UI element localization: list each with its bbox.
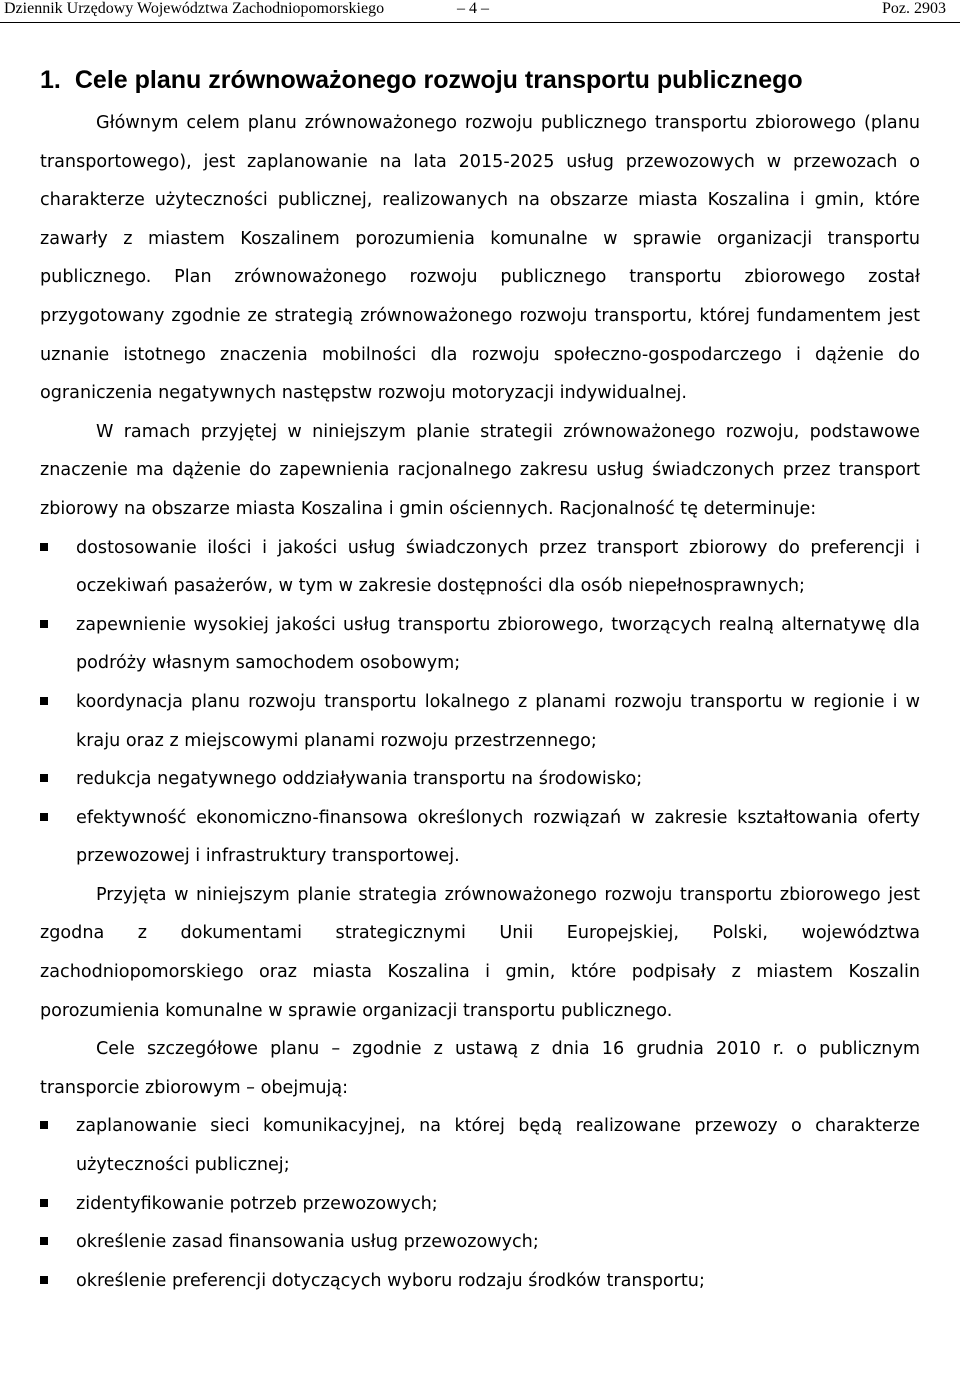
list-item: określenie preferencji dotyczących wyboru rodzaju środków transportu; <box>40 1262 920 1301</box>
square-bullet-icon <box>40 813 48 821</box>
section-number: 1. <box>40 66 61 94</box>
square-bullet-icon <box>40 774 48 782</box>
square-bullet-icon <box>40 1199 48 1207</box>
page-header <box>0 0 960 23</box>
page-number: – 4 – <box>457 0 489 17</box>
paragraph-strategy: W ramach przyjętej w niniejszym planie strategii zrównoważonego rozwoju, podstawowe znaczenie ma dążenie do zapewnienia racjonalnego zakresu usług świadczonych przez transport zbiorowy na obszarze miasta Koszalina i gmin ościennych. Racjonalność tę determinuje: <box>40 421 920 519</box>
paragraph-detailed-goals: Cele szczegółowe planu – zgodnie z ustawą z dnia 16 grudnia 2010 r. o publicznym transporcie zbiorowym – obejmują: <box>40 1039 920 1098</box>
list-item: zapewnienie wysokiej jakości usług transportu zbiorowego, tworzących realną alternatywę dla podróży własnym samochodem osobowym; <box>40 606 920 683</box>
list-item: redukcja negatywnego oddziaływania transportu na środowisko; <box>40 760 920 799</box>
square-bullet-icon <box>40 620 48 628</box>
journal-title: Dziennik Urzędowy Województwa Zachodniopomorskiego <box>4 0 385 17</box>
paragraph-compliance: Przyjęta w niniejszym planie strategia zrównoważonego rozwoju transportu zbiorowego jest zgodna z dokumentami strategicznymi Unii Europejskiej, Polski, województwa zachodniopomorskiego oraz miasta Koszalina i gmin, które podpisały z miastem Koszalin porozumienia komunalne w sprawie organizacji transportu publicznego. <box>40 884 920 1021</box>
position-number: Poz. 2903 <box>882 0 946 17</box>
square-bullet-icon <box>40 543 48 551</box>
paragraph-main-goal: Głównym celem planu zrównoważonego rozwoju publicznego transportu zbiorowego (planu transportowego), jest zaplanowanie na lata 2015-2025 usług przewozowych w przewozach o charakterze użyteczności publicznej, realizowanych na obszarze miasta Koszalina i gmin, które zawarły z miastem Koszalinem porozumienia komunalne w sprawie organizacji transportu publicznego. Plan zrównoważonego rozwoju publicznego transportu zbiorowego został przygotowany zgodnie ze strategią zrównoważonego rozwoju transportu, której fundamentem jest uznanie istotnego znaczenia mobilności dla rozwoju społeczno-gospodarczego i dążenie do ograniczenia negatywnych następstw rozwoju motoryzacji indywidualnej. <box>40 113 920 404</box>
square-bullet-icon <box>40 697 48 705</box>
detailed-goals-list <box>40 1107 920 1300</box>
list-item: efektywność ekonomiczno-finansowa określonych rozwiązań w zakresie kształtowania oferty przewozowej i infrastruktury transportowej. <box>40 799 920 876</box>
square-bullet-icon <box>40 1237 48 1245</box>
square-bullet-icon <box>40 1121 48 1129</box>
list-item: określenie zasad finansowania usług przewozowych; <box>40 1223 920 1262</box>
list-item: koordynacja planu rozwoju transportu lokalnego z planami rozwoju transportu w regionie i w kraju oraz z miejscowymi planami rozwoju przestrzennego; <box>40 683 920 760</box>
determinants-list <box>40 529 920 876</box>
list-item: zaplanowanie sieci komunikacyjnej, na której będą realizowane przewozy o charakterze użyteczności publicznej; <box>40 1107 920 1184</box>
list-item: zidentyfikowanie potrzeb przewozowych; <box>40 1185 920 1224</box>
section-heading <box>40 60 920 100</box>
section-title: Cele planu zrównoważonego rozwoju transportu publicznego <box>74 66 803 94</box>
square-bullet-icon <box>40 1276 48 1284</box>
list-item: dostosowanie ilości i jakości usług świadczonych przez transport zbiorowy do preferencji i oczekiwań pasażerów, w tym w zakresie dostępności dla osób niepełnosprawnych; <box>40 529 920 606</box>
document-body <box>40 60 920 1300</box>
